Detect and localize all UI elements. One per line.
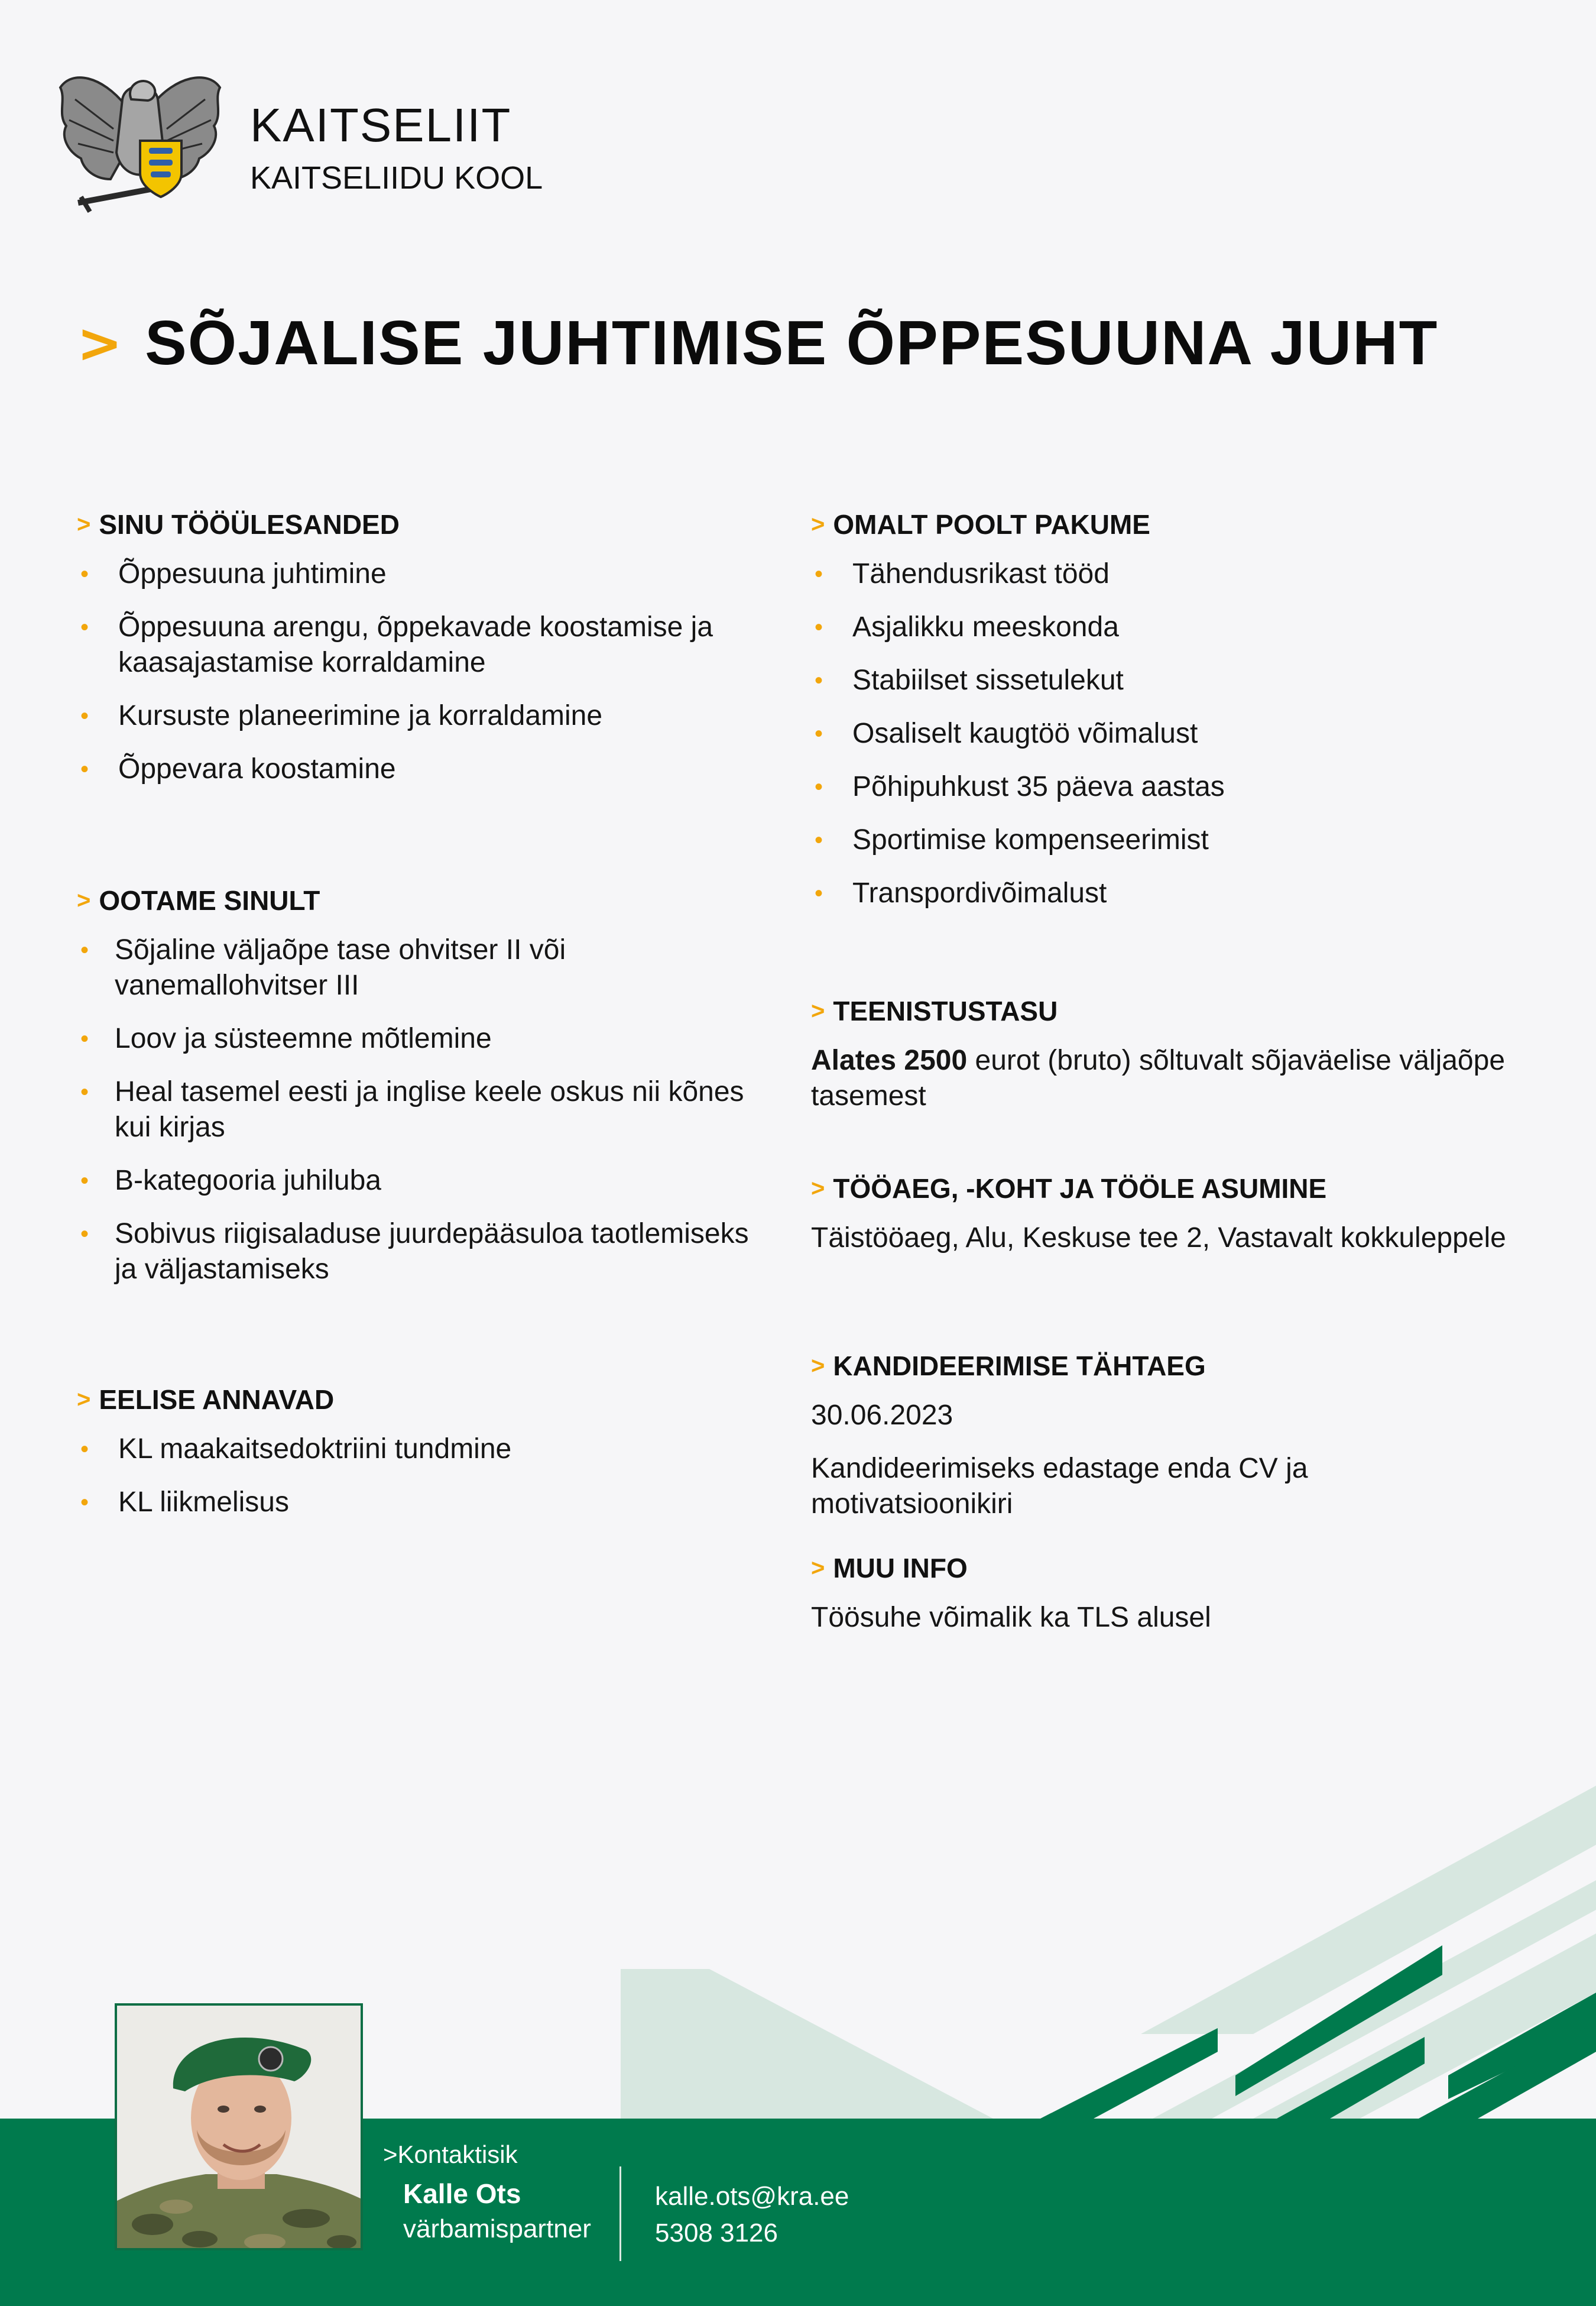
deadline-text: Kandideerimiseks edastage enda CV ja motivatsioonikiri (811, 1453, 1308, 1520)
bullet-icon: • (80, 614, 89, 640)
task-list (77, 556, 751, 787)
list-item: • KL liikmelisus (77, 1485, 751, 1520)
bullet-icon: • (80, 756, 89, 782)
offer-list (811, 556, 1509, 911)
section-heading: > OOTAME SINULT (77, 885, 320, 916)
bullet-icon: • (80, 1026, 89, 1052)
chevron-right-icon: > (77, 1386, 91, 1413)
org-name: KAITSELIIT (250, 99, 512, 151)
bullet-icon: • (815, 721, 823, 747)
section-tasks (77, 507, 751, 805)
section-heading: > MUU INFO (811, 1553, 968, 1583)
list-item: • Transpordivõimalust (811, 876, 1509, 911)
list-item: • Õppesuuna juhtimine (77, 556, 751, 592)
list-item: • Tähendusrikast tööd (811, 556, 1509, 592)
contact-label: >Kontaktisik (383, 2140, 518, 2168)
expect-list (77, 932, 751, 1287)
section-worktime (811, 1171, 1509, 1256)
chevron-right-icon: > (811, 1175, 825, 1201)
bullet-icon: • (815, 561, 823, 587)
chevron-right-icon: > (77, 311, 123, 375)
section-heading: > EELISE ANNAVAD (77, 1384, 335, 1415)
section-heading: > KANDIDEERIMISE TÄHTAEG (811, 1350, 1206, 1381)
salary-text: Alates 2500 eurot (bruto) sõltuvalt sõjaväelise väljaõpe tasemest (811, 1045, 1506, 1112)
bullet-icon: • (815, 827, 823, 853)
section-heading: > SINU TÖÖÜLESANDED (77, 509, 400, 540)
avatar (117, 2006, 363, 2250)
left-column (77, 0, 751, 1774)
section-other (811, 1550, 1509, 1635)
section-advantage (77, 1382, 751, 1538)
list-item: • Kursuste planeerimine ja korraldamine (77, 698, 751, 734)
bullet-icon: • (815, 614, 823, 640)
chevron-right-icon: > (77, 511, 91, 537)
list-item: • KL maakaitsedoktriini tundmine (77, 1431, 751, 1467)
bullet-icon: • (80, 1221, 89, 1247)
bullet-icon: • (80, 703, 89, 729)
bullet-icon: • (80, 1168, 89, 1194)
chevron-right-icon: > (77, 887, 91, 914)
section-salary (811, 993, 1509, 1114)
contact-name: Kalle Ots (403, 2178, 521, 2209)
list-item: • Asjalikku meeskonda (811, 610, 1509, 645)
list-item: • Põhipuhkust 35 päeva aastas (811, 769, 1509, 805)
bullet-icon: • (80, 561, 89, 587)
deadline-date: 30.06.2023 (811, 1400, 953, 1431)
section-heading: > TÖÖAEG, -KOHT JA TÖÖLE ASUMINE (811, 1173, 1327, 1204)
org-subtitle: KAITSELIIDU KOOL (250, 160, 543, 196)
section-heading: > OMALT POOLT PAKUME (811, 509, 1150, 540)
list-item: • Sportimise kompenseerimist (811, 822, 1509, 858)
list-item: • Õppesuuna arengu, õppekavade koostamise ja kaasajastamise korraldamine (77, 610, 751, 681)
bullet-icon: • (815, 668, 823, 694)
list-item: • Õppevara koostamine (77, 752, 751, 787)
other-text: Töösuhe võimalik ka TLS alusel (811, 1602, 1211, 1633)
list-item: • B-kategooria juhiluba (77, 1163, 751, 1199)
list-item: • Loov ja süsteemne mõtlemine (77, 1021, 751, 1057)
divider (619, 2166, 621, 2261)
chevron-right-icon: > (811, 1352, 825, 1379)
advantage-list (77, 1431, 751, 1520)
bullet-icon: • (815, 880, 823, 906)
chevron-right-icon: > (811, 997, 825, 1024)
chevron-right-icon: > (811, 1554, 825, 1581)
contact-phone-link[interactable]: 5308 3126 (655, 2218, 778, 2247)
contact-photo (115, 2003, 363, 2250)
section-heading: > TEENISTUSTASU (811, 996, 1058, 1026)
list-item: • Stabiilset sissetulekut (811, 663, 1509, 698)
list-item: • Sõjaline väljaõpe tase ohvitser II või vanemallohvitser III (77, 932, 751, 1003)
bullet-icon: • (80, 937, 89, 963)
bullet-icon: • (80, 1436, 89, 1462)
worktime-text: Täistööaeg, Alu, Keskuse tee 2, Vastavalt kokkuleppele (811, 1222, 1506, 1254)
page-title: SÕJALISE JUHTIMISE ÕPPESUUNA JUHT (145, 307, 1439, 378)
right-column (811, 0, 1509, 1774)
chevron-right-icon: > (811, 511, 825, 537)
section-deadline (811, 1348, 1509, 1522)
section-offer (811, 507, 1509, 929)
list-item: • Sobivus riigisaladuse juurdepääsuloa taotlemiseks ja väljastamiseks (77, 1216, 751, 1287)
section-expect (77, 883, 751, 1305)
list-item: • Osaliselt kaugtöö võimalust (811, 716, 1509, 752)
bullet-icon: • (815, 774, 823, 800)
bullet-icon: • (80, 1079, 89, 1105)
bullet-icon: • (80, 1489, 89, 1515)
list-item: • Heal tasemel eesti ja inglise keele oskus nii kõnes kui kirjas (77, 1074, 751, 1145)
contact-email-link[interactable]: kalle.ots@kra.ee (655, 2182, 849, 2211)
contact-role: värbamispartner (403, 2214, 591, 2243)
